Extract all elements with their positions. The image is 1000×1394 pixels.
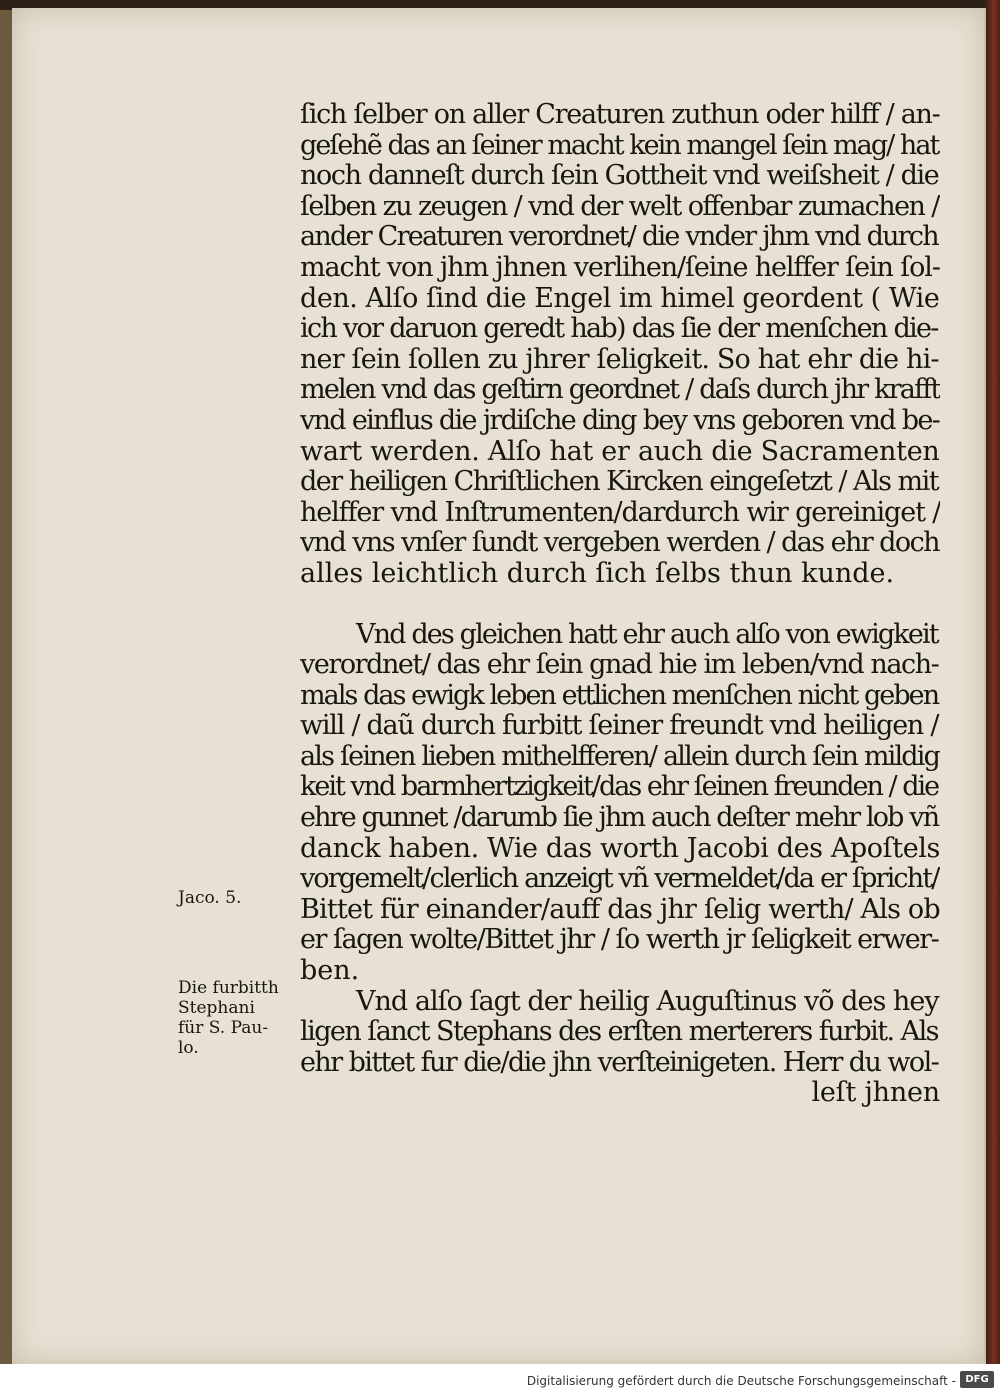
text-line: mals das ewigk leben ettlichen menſchen nicht geben: [300, 680, 939, 711]
paragraph-3: [300, 987, 940, 1079]
paragraph-gap: [300, 590, 940, 620]
text-line: ſich ſelber on aller Creaturen zuthun oder hilff / an-: [300, 100, 940, 130]
text-line: ner ſein ſollen zu jhrer ſeligkeit. So hat ehr die hi-: [300, 344, 939, 375]
text-line: den. Alſo ſind die Engel im himel geordent ( Wie: [300, 283, 940, 314]
text-line: vnd vns vnſer ſundt vergeben werden / das ehr doch: [300, 528, 939, 559]
text-line: vnd einflus die jrdiſche ding bey vns geboren vnd be-: [300, 405, 940, 436]
text-line: macht von jhm jhnen verlihen/ſeine helffer ſein ſol-: [300, 252, 940, 283]
margin-note-line: für S. Pau-: [178, 1018, 269, 1038]
text-line: ander Creaturen verordnet/ die vnder jhm vnd durch: [300, 222, 938, 253]
text-line: will / daũ durch furbitt ſeiner freundt vnd heiligen /: [300, 711, 939, 742]
scan-binding-edge: [985, 0, 1000, 1394]
text-line: helffer vnd Inſtrumenten/dardurch wir gereiniget /: [300, 497, 940, 528]
text-line: ſelben zu zeugen / vnd der welt offenbar zumachen /: [300, 191, 939, 222]
text-line: ehr bittet fur die/die jhn verſteinigeten. Herr du wol-: [300, 1047, 939, 1078]
text-line: wart werden. Alſo hat er auch die Sacramenten: [300, 436, 940, 467]
text-line: melen vnd das geſtirn geordnet / daſs durch jhr krafft: [300, 375, 940, 406]
dfg-logo: DFG: [960, 1371, 994, 1388]
funding-notice: Digitalisierung gefördert durch die Deutsche Forschungsgemeinschaft -: [526, 1374, 956, 1388]
margin-note-line: lo.: [178, 1038, 199, 1058]
text-line: der heiligen Chriſtlichen Kircken eingeſetzt / Als mit: [300, 467, 939, 498]
text-line: geſehẽ das an ſeiner macht kein mangel ſein mag/ hat: [300, 130, 939, 161]
margin-note-line: Stephani: [178, 998, 255, 1018]
text-line: verordnet/ das ehr ſein gnad hie im leben/vnd nach-: [300, 650, 939, 681]
text-line: vorgemelt/clerlich anzeigt vñ vermeldet/da er ſpricht/: [300, 864, 939, 895]
margin-note-jacobi: Jaco. 5.: [178, 888, 242, 908]
text-line: als ſeinen lieben mithelfferen/ allein durch ſein mildig: [300, 741, 940, 772]
text-line: ich vor daruon geredt hab) das ſie der menſchen die-: [300, 314, 938, 345]
text-line: er ſagen wolte/Bittet jhr / ſo werth jr ſeligkeit erwer-: [300, 925, 939, 956]
text-line: ligen ſanct Stephans des erſten merterers furbit. Als: [300, 1017, 938, 1048]
paragraph-1: [300, 100, 940, 590]
text-line: ben.: [300, 956, 360, 987]
text-line: alles leichtlich durch ſich ſelbs thun kunde.: [300, 558, 895, 589]
text-line: Bittet für einander/auff das jhr ſelig werth/ Als ob: [300, 894, 940, 925]
text-line: Vnd alſo ſagt der heilig Auguſtinus võ des hey: [356, 986, 939, 1017]
text-line: keit vnd barmhertzigkeit/das ehr ſeinen freunden / die: [300, 772, 939, 803]
catchword: leſt jhnen: [811, 1078, 940, 1109]
main-text: [300, 100, 940, 1109]
text-line: Vnd des gleichen hatt ehr auch alſo von ewigkeit: [356, 619, 938, 650]
paragraph-2: [300, 620, 940, 987]
text-line: noch danneſt durch ſein Gottheit vnd weiſsheit / die: [300, 161, 939, 192]
text-line: ehre gunnet /darumb ſie jhm auch deſter mehr lob vñ: [300, 803, 939, 834]
margin-note-line: Die furbitth: [178, 978, 279, 998]
margin-note-stephani: [178, 978, 279, 1058]
text-line: danck haben. Wie das worth Jacobi des Apoſtels: [300, 833, 940, 864]
